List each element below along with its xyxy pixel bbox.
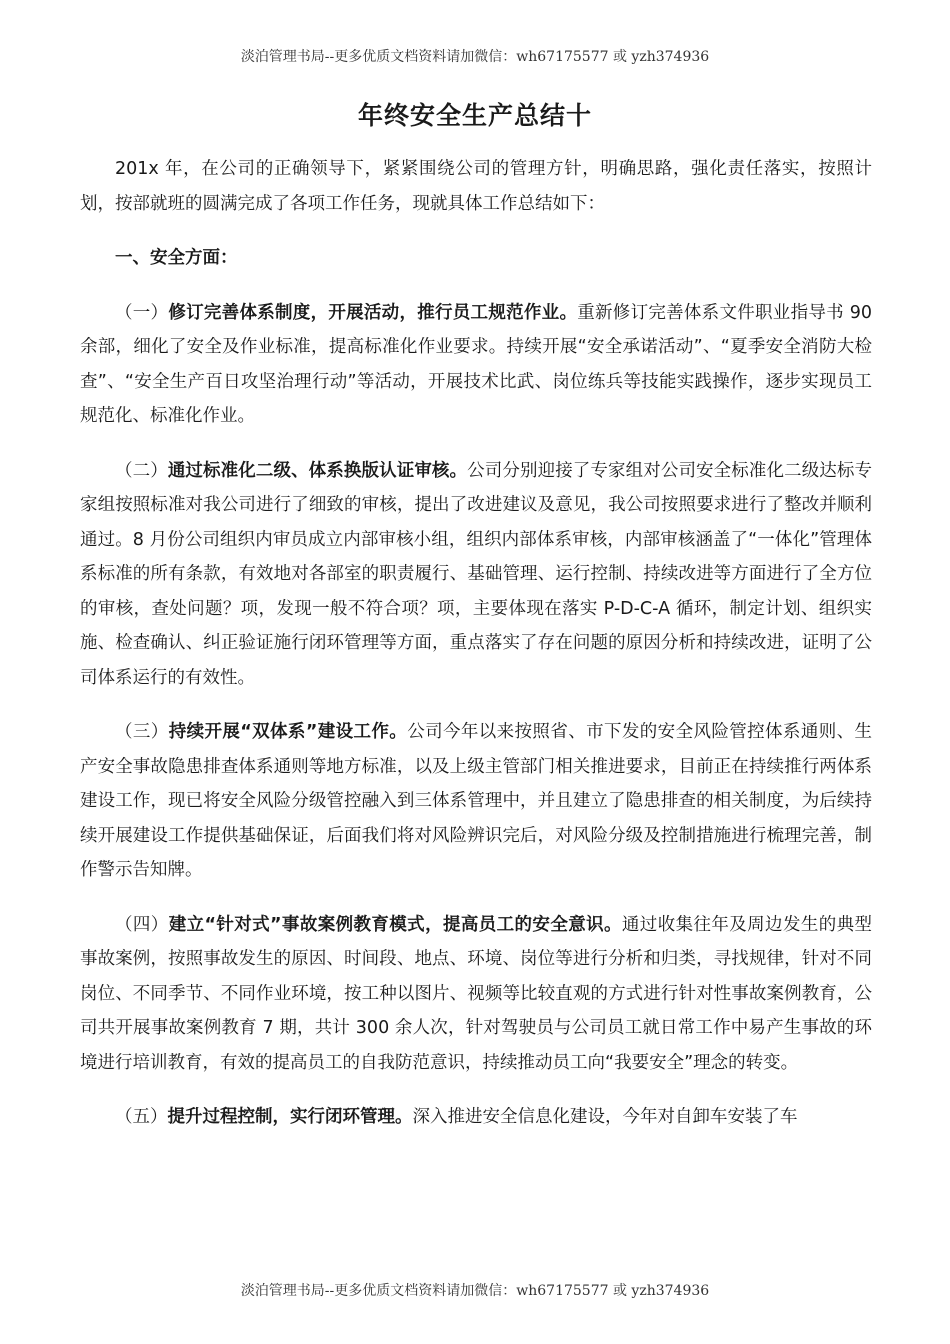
item-number: （一） bbox=[115, 302, 169, 323]
item-heading: 通过标准化二级、体系换版认证审核。 bbox=[167, 460, 468, 481]
intro-paragraph: 201x 年，在公司的正确领导下，紧紧围绕公司的管理方针，明确思路，强化责任落实，按照计划，按部就班的圆满完成了各项工作任务，现就具体工作总结如下： bbox=[80, 159, 872, 214]
document-title: 年终安全生产总结十 bbox=[357, 101, 592, 130]
item-paragraph-3 bbox=[80, 715, 872, 888]
item-heading: 建立“针对式”事故案例教育模式，提高员工的安全意识。 bbox=[168, 914, 622, 935]
item-number: （四） bbox=[115, 914, 169, 935]
item-heading: 修订完善体系制度，开展活动，推行员工规范作业。 bbox=[168, 302, 578, 323]
item-number: （三） bbox=[115, 722, 169, 742]
item-number: （五） bbox=[115, 1107, 168, 1127]
document-body bbox=[80, 152, 872, 1135]
item-paragraph-2 bbox=[80, 454, 872, 696]
item-body: 通过收集往年及周边发生的典型事故案例，按照事故发生的原因、时间段、地点、环境、岗位等进行分析和归类，寻找规律，针对不同岗位、不同季节、不同作业环境，按工种以图片、视频等比较直观的方式进行针对性事故案例教育，公司共开展事故案例教育 7 期，共计 300 余人次，针对驾驶员与公司员工就日常工作中易产生事故的环境进行培训教育，有效的提高员工的自我防范意识，持续推动员工向“我要安全”理念的转变。 bbox=[80, 914, 873, 1073]
item-body: 重新修订完善体系文件职业指导书 90 余部，细化了安全及作业标准，提高标准化作业要求。持续开展“安全承诺活动”、“夏季安全消防大检查”、“安全生产百日攻坚治理行动”等活动，开展技术比武、岗位练兵等技能实践操作，逐步实现员工规范化、标准化作业。 bbox=[80, 302, 873, 426]
item-paragraph-1 bbox=[80, 296, 872, 434]
item-body: 公司分别迎接了专家组对公司安全标准化二级达标专家组按照标准对我公司进行了细致的审核，提出了改进建议及意见，我公司按照要求进行了整改并顺利通过。8 月份公司组织内审员成立内部审核小组，组织内部体系审核，内部审核涵盖了“一体化”管理体系标准的所有条款，有效地对各部室的职责履行、基础管理、运行控制、持续改进等方面进行了全方位的审核，查处问题？项，发现一般不符合项？项，主要体现在落实 P-D-C-A 循环，制定计划、组织实施、检查确认、纠正验证施行闭环管理等方面，重点落实了存在问题的原因分析和持续改进，证明了公司体系运行的有效性。 bbox=[80, 460, 873, 688]
item-paragraph-5 bbox=[80, 1100, 872, 1135]
section-heading: 一、安全方面： bbox=[115, 248, 238, 268]
page-header: 淡泊管理书局--更多优质文档资料请加微信：wh67175577 或 yzh374936 bbox=[240, 49, 710, 65]
item-body: 公司今年以来按照省、市下发的安全风险管控体系通则、生产安全事故隐患排查体系通则等地方标准，以及上级主管部门相关推进要求，目前正在持续推行两体系建设工作，现已将安全风险分级管控融入到三体系管理中，并且建立了隐患排查的相关制度，为后续持续开展建设工作提供基础保证，后面我们将对风险辨识完后，对风险分级及控制措施进行梳理完善，制作警示告知牌。 bbox=[80, 722, 872, 880]
item-paragraph-4 bbox=[80, 908, 872, 1081]
item-heading: 提升过程控制，实行闭环管理。 bbox=[167, 1107, 413, 1127]
item-heading: 持续开展“双体系”建设工作。 bbox=[168, 722, 408, 742]
item-number: （二） bbox=[115, 460, 168, 481]
item-body: 深入推进安全信息化建设，今年对自卸车安装了车 bbox=[412, 1107, 798, 1127]
page-footer: 淡泊管理书局--更多优质文档资料请加微信：wh67175577 或 yzh374936 bbox=[240, 1283, 710, 1299]
